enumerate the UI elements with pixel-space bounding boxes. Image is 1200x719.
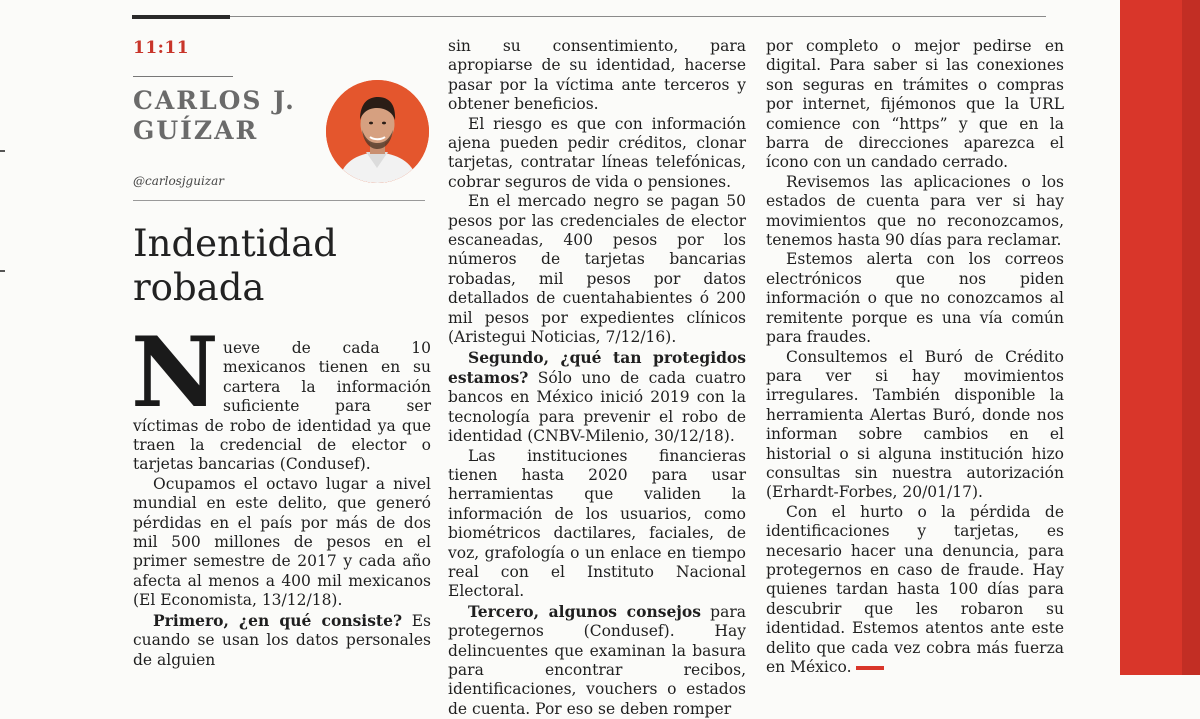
paragraph-text: ueve de cada 10 mexicanos tienen en su cartera la información suficiente para ser víctimas de robo de identidad ya que traen la credencial de elector o tarjetas bancarias (Condusef). bbox=[133, 339, 431, 474]
article-paragraph: por completo o mejor pedirse en digital. Para saber si las conexiones son seguras en trámites o compras por internet, fijémonos que la URL comience con “https” y que en la barra de direcciones aparezca el ícono con un candado cerrado. bbox=[766, 37, 1064, 172]
author-photo bbox=[326, 80, 429, 183]
paragraph-text: Es cuando se usan los datos personales de alguien bbox=[133, 611, 431, 669]
section-lead: Segundo, ¿qué tan protegidos estamos? bbox=[448, 347, 746, 387]
article-column-1 bbox=[131, 316, 431, 670]
article-headline: Indentidad robada bbox=[133, 222, 337, 309]
column-time-label: 11:11 bbox=[133, 38, 190, 58]
article-paragraph bbox=[448, 602, 746, 719]
article-paragraph: Revisemos las aplicaciones o los estados de cuenta para ver si hay movimientos que no reconozcamos, tenemos hasta 90 días para reclamar. bbox=[766, 172, 1064, 250]
paragraph-text: Sólo uno de cada cuatro bancos en México inició 2019 con la tecnología para prevenir el robo de identidad (CNBV-Milenio, 30/12/18). bbox=[448, 368, 746, 446]
handle-rule bbox=[133, 200, 425, 201]
dropcap-letter: N bbox=[131, 316, 219, 429]
section-lead: Tercero, algunos consejos bbox=[468, 601, 701, 621]
paragraph-text: para protegernos (Condusef). Hay delincuentes que examinan la basura para encontrar recibos, identificaciones, vouchers o estados de cuenta. Por eso se deben romper bbox=[448, 602, 746, 718]
section-lead: Primero, ¿en qué consiste? bbox=[153, 610, 403, 630]
article-column-3 bbox=[766, 37, 1064, 677]
red-side-strip bbox=[1120, 0, 1200, 675]
margin-mark bbox=[0, 270, 5, 272]
article-paragraph: Estemos alerta con los correos electrónicos que nos piden información o que no conozcamos al remitente porque es una vía común para fraudes. bbox=[766, 250, 1064, 347]
author-handle: @carlosjguizar bbox=[133, 174, 225, 188]
article-paragraph: Consultemos el Buró de Crédito para ver si hay movimientos irregulares. También disponible la herramienta Alertas Buró, donde nos informan sobre cambios en el historial o si alguna institución hizo consultas sin nuestra autorización (Erhardt-Forbes, 20/01/17). bbox=[766, 347, 1064, 502]
article-paragraph: Ocupamos el octavo lugar a nivel mundial en este delito, que generó pérdidas en el país por más de dos mil 500 millones de pesos en el primer semestre de 2017 y cada año afecta al menos a 400 mil mexicanos (El Economista, 13/12/18). bbox=[133, 474, 431, 610]
article-paragraph: Las instituciones financieras tienen hasta 2020 para usar herramientas que validen la información de los usuarios, como biométricos dactilares, faciales, de voz, grafología o un enlace en tiempo real con el Instituto Nacional Electoral. bbox=[448, 446, 746, 601]
dropcap-box bbox=[131, 316, 219, 429]
article-paragraph bbox=[766, 503, 1064, 678]
author-rule bbox=[133, 76, 233, 77]
article-paragraph: sin su consentimiento, para apropiarse de su identidad, hacerse pasar por la víctima ante terceros y obtener beneficios. bbox=[448, 37, 746, 114]
top-rule-accent bbox=[132, 15, 230, 19]
author-portrait-illustration bbox=[326, 80, 429, 183]
top-rule bbox=[230, 16, 1046, 17]
article-paragraph bbox=[131, 316, 431, 475]
article-column-2 bbox=[448, 37, 746, 719]
author-name: CARLOS J. GUÍZAR bbox=[133, 86, 296, 145]
end-of-article-mark bbox=[856, 666, 884, 670]
paragraph-text: Con el hurto o la pérdida de identificaciones y tarjetas, es necesario hacer una denuncia, para protegernos en caso de fraude. Hay quienes tardan hasta 100 días para descubrir que les robaron su identidad. Estemos atentos ante este delito que cada vez cobra más fuerza en México. bbox=[766, 502, 1064, 676]
article-paragraph: El riesgo es que con información ajena pueden pedir créditos, clonar tarjetas, contratar líneas telefónicas, cobrar seguros de vida o pensiones. bbox=[448, 114, 746, 191]
article-paragraph bbox=[448, 348, 746, 447]
margin-mark bbox=[0, 150, 5, 152]
article-paragraph: En el mercado negro se pagan 50 pesos por las credenciales de elector escaneadas, 400 pesos por los números de tarjetas bancarias robadas, mil pesos por datos detallados de cuentahabientes ó 200 mil pesos por expedientes clínicos (Aristegui Noticias, 7/12/16). bbox=[448, 192, 746, 347]
article-paragraph bbox=[133, 611, 431, 670]
